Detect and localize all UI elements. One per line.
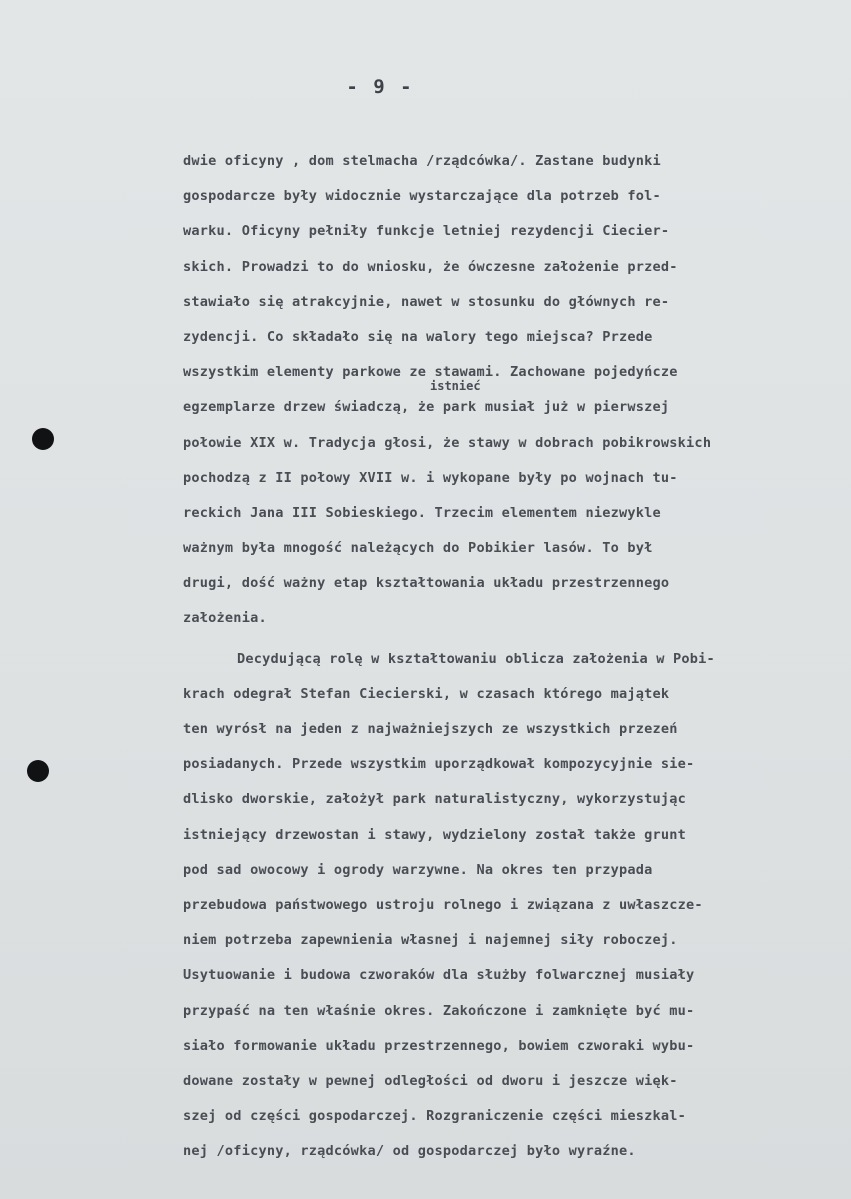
text-line: założenia. <box>183 610 267 627</box>
text-line: stawiało się atrakcyjnie, nawet w stosunku do głównych re- <box>183 293 670 310</box>
text-line: dowane zostały w pewnej odległości od dworu i jeszcze więk- <box>183 1072 678 1089</box>
text-line: wszystkim elementy parkowe ze stawami. Zachowane pojedyńcze <box>183 364 678 381</box>
text-line: dlisko dworskie, założył park naturalistyczny, wykorzystując <box>183 791 687 808</box>
text-line: pod sad owocowy i ogrody warzywne. Na okres ten przypada <box>183 861 653 878</box>
text-line: zydencji. Co składało się na walory tego miejsca? Przede <box>183 328 653 345</box>
text-line: krach odegrał Stefan Ciecierski, w czasach którego majątek <box>183 685 670 702</box>
handwritten-insertion: istnieć <box>430 379 481 393</box>
paragraph-2 <box>183 642 848 1170</box>
text-line: ważnym była mnogość należących do Pobikier lasów. To był <box>183 540 653 557</box>
text-line: przebudowa państwowego ustroju rolnego i związana z uwłaszcze- <box>183 896 703 913</box>
text-line: posiadanych. Przede wszystkim uporządkował kompozycyjnie sie- <box>183 756 695 773</box>
text-line: Decydującą rolę w kształtowaniu oblicza założenia w Pobi- <box>237 650 715 667</box>
page-number: - 9 - <box>346 76 414 98</box>
text-line: warku. Oficyny pełniły funkcje letniej rezydencji Ciecier- <box>183 223 670 240</box>
text-line: istniejący drzewostan i stawy, wydzielony został także grunt <box>183 826 687 843</box>
text-line: egzemplarze drzew świadczą, że park musiał już w pierwszej <box>183 399 670 416</box>
text-line: ten wyrósł na jeden z najważniejszych ze wszystkich przezeń <box>183 721 678 737</box>
paragraph-1 <box>183 144 848 637</box>
text-line: nej /oficyny, rządcówka/ od gospodarczej było wyraźne. <box>183 1143 636 1160</box>
typed-text <box>183 144 848 1169</box>
punch-hole-bottom <box>27 760 49 782</box>
text-line: szej od części gospodarczej. Rozgraniczenie części mieszkal- <box>183 1108 687 1125</box>
text-line: skich. Prowadzi to do wniosku, że ówczesne założenie przed- <box>183 258 678 275</box>
text-line: pochodzą z II połowy XVII w. i wykopane były po wojnach tu- <box>183 469 678 486</box>
punch-hole-top <box>32 428 54 450</box>
text-line: siało formowanie układu przestrzennego, bowiem czworaki wybu- <box>183 1037 695 1054</box>
text-line: Usytuowanie i budowa czworaków dla służby folwarcznej musiały <box>183 967 695 984</box>
text-line: niem potrzeba zapewnienia własnej i najemnej siły roboczej. <box>183 932 678 949</box>
text-line: dwie oficyny , dom stelmacha /rządcówka/. Zastane budynki <box>183 153 661 169</box>
text-line: przypaść na ten właśnie okres. Zakończone i zamknięte być mu- <box>183 1002 695 1019</box>
text-line: drugi, dość ważny etap kształtowania układu przestrzennego <box>183 575 670 592</box>
text-line: reckich Jana III Sobieskiego. Trzecim elementem niezwykle <box>183 504 661 521</box>
text-line: gospodarcze były widocznie wystarczające dla potrzeb fol- <box>183 188 661 205</box>
text-line: połowie XIX w. Tradycja głosi, że stawy w dobrach pobikrowskich <box>183 434 712 451</box>
